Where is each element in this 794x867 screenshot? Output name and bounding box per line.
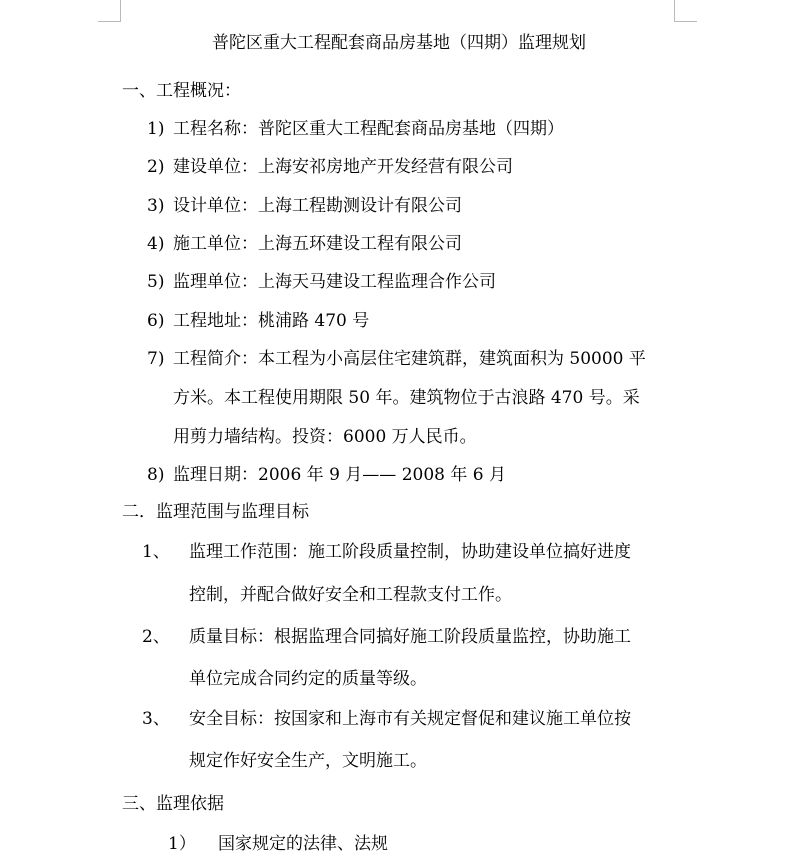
list-item: 工程名称：普陀区重大工程配套商品房基地（四期）	[173, 119, 564, 139]
list-item: 工程地址：桃浦路 470 号	[173, 311, 370, 331]
list-number: 1）	[168, 834, 196, 854]
list-item-line: 用剪力墙结构。投资：6000 万人民币。	[173, 427, 477, 447]
section-heading-overview: 一、工程概况：	[122, 81, 241, 101]
crop-mark-top-left-horizontal	[98, 21, 120, 22]
crop-mark-top-right-horizontal	[675, 21, 697, 22]
list-item-line: 监理工作范围：施工阶段质量控制，协助建设单位搞好进度	[189, 542, 631, 562]
list-item: 设计单位：上海工程勘测设计有限公司	[173, 196, 462, 216]
list-item: 监理单位：上海天马建设工程监理合作公司	[173, 272, 496, 292]
list-number: 2)	[147, 157, 165, 177]
list-number: 8)	[147, 465, 165, 485]
document-title: 普陀区重大工程配套商品房基地（四期）监理规划	[212, 33, 586, 53]
list-item-line: 规定作好安全生产，文明施工。	[189, 751, 427, 771]
list-item-line: 单位完成合同约定的质量等级。	[189, 669, 427, 689]
list-item-line: 控制，并配合做好安全和工程款支付工作。	[189, 585, 512, 605]
list-item-line: 质量目标：根据监理合同搞好施工阶段质量监控，协助施工	[189, 627, 631, 647]
section-heading-scope: 二．监理范围与监理目标	[122, 502, 309, 522]
list-item: 监理日期：2006 年 9 月—— 2008 年 6 月	[173, 465, 506, 485]
list-item: 施工单位：上海五环建设工程有限公司	[173, 234, 462, 254]
list-item-line: 方米。本工程使用期限 50 年。建筑物位于古浪路 470 号。采	[173, 388, 640, 408]
crop-mark-top-right-vertical	[674, 0, 675, 22]
list-number: 3、	[142, 709, 170, 729]
list-item: 建设单位：上海安祁房地产开发经营有限公司	[173, 157, 513, 177]
list-number: 5)	[147, 272, 165, 292]
list-item-line: 工程简介：本工程为小高层住宅建筑群，建筑面积为 50000 平	[173, 349, 646, 369]
list-number: 1、	[142, 542, 170, 562]
list-number: 3)	[147, 196, 165, 216]
list-number: 2、	[142, 627, 170, 647]
crop-mark-top-left-vertical	[120, 0, 121, 22]
list-number: 1)	[147, 119, 165, 139]
list-number: 7)	[147, 349, 165, 369]
list-item: 国家规定的法律、法规	[218, 834, 388, 854]
list-number: 6)	[147, 311, 165, 331]
list-item-line: 安全目标：按国家和上海市有关规定督促和建议施工单位按	[189, 709, 631, 729]
list-number: 4)	[147, 234, 165, 254]
section-heading-basis: 三、监理依据	[122, 794, 224, 814]
